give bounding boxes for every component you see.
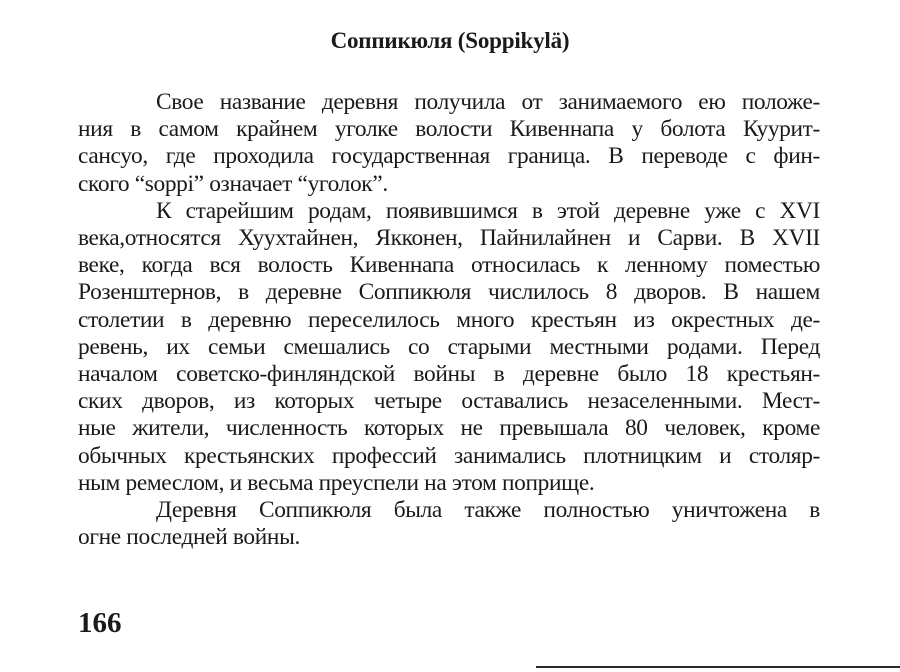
text-line: ского “soppi” означает “уголок”. bbox=[78, 170, 388, 197]
text-line: столетии в деревню переселилось много крестьян из окрестных де- bbox=[78, 306, 820, 333]
text-line: ным ремеслом, и весьма преуспели на этом поприще. bbox=[78, 469, 595, 496]
text-line: огне последней войны. bbox=[78, 524, 300, 551]
text-line: обычных крестьянских профессий занимались плотницким и столяр- bbox=[78, 442, 820, 469]
text-line: века,относятся Хуухтайнен, Якконен, Пайнилайнен и Сарви. В XVII bbox=[78, 225, 820, 252]
text-line: веке, когда вся волость Кивеннапа относилась к ленному поместью bbox=[78, 252, 820, 279]
text-line: ния в самом крайнем уголке волости Кивеннапа у болота Куурит- bbox=[78, 116, 820, 143]
text-line: ные жители, численность которых не превышала 80 человек, кроме bbox=[78, 415, 820, 442]
text-line: Деревня Соппикюля была также полностью уничтожена в bbox=[156, 497, 820, 524]
body-text bbox=[78, 89, 820, 551]
page-number: 166 bbox=[78, 607, 122, 639]
text-line: сансуо, где проходила государственная граница. В переводе с фин- bbox=[78, 143, 820, 170]
footer-rule bbox=[536, 666, 900, 668]
text-line: К старейшим родам, появившимся в этой деревне уже с XVI bbox=[156, 197, 820, 224]
paragraph-2 bbox=[78, 198, 820, 497]
paragraph-3 bbox=[78, 497, 820, 551]
text-line: ревень, их семьи смешались со старыми местными родами. Перед bbox=[78, 333, 820, 360]
paragraph-1 bbox=[78, 89, 820, 198]
text-line: Свое название деревня получила от занимаемого ею положе- bbox=[156, 89, 820, 115]
text-line: ских дворов, из которых четыре оставались незаселенными. Мест- bbox=[78, 388, 820, 415]
page-title: Соппикюля (Soppikylä) bbox=[330, 28, 570, 53]
text-line: Розенштернов, в деревне Соппикюля числилось 8 дворов. В нашем bbox=[78, 279, 820, 306]
text-line: началом советско-финляндской войны в деревне было 18 крестьян- bbox=[78, 361, 820, 388]
